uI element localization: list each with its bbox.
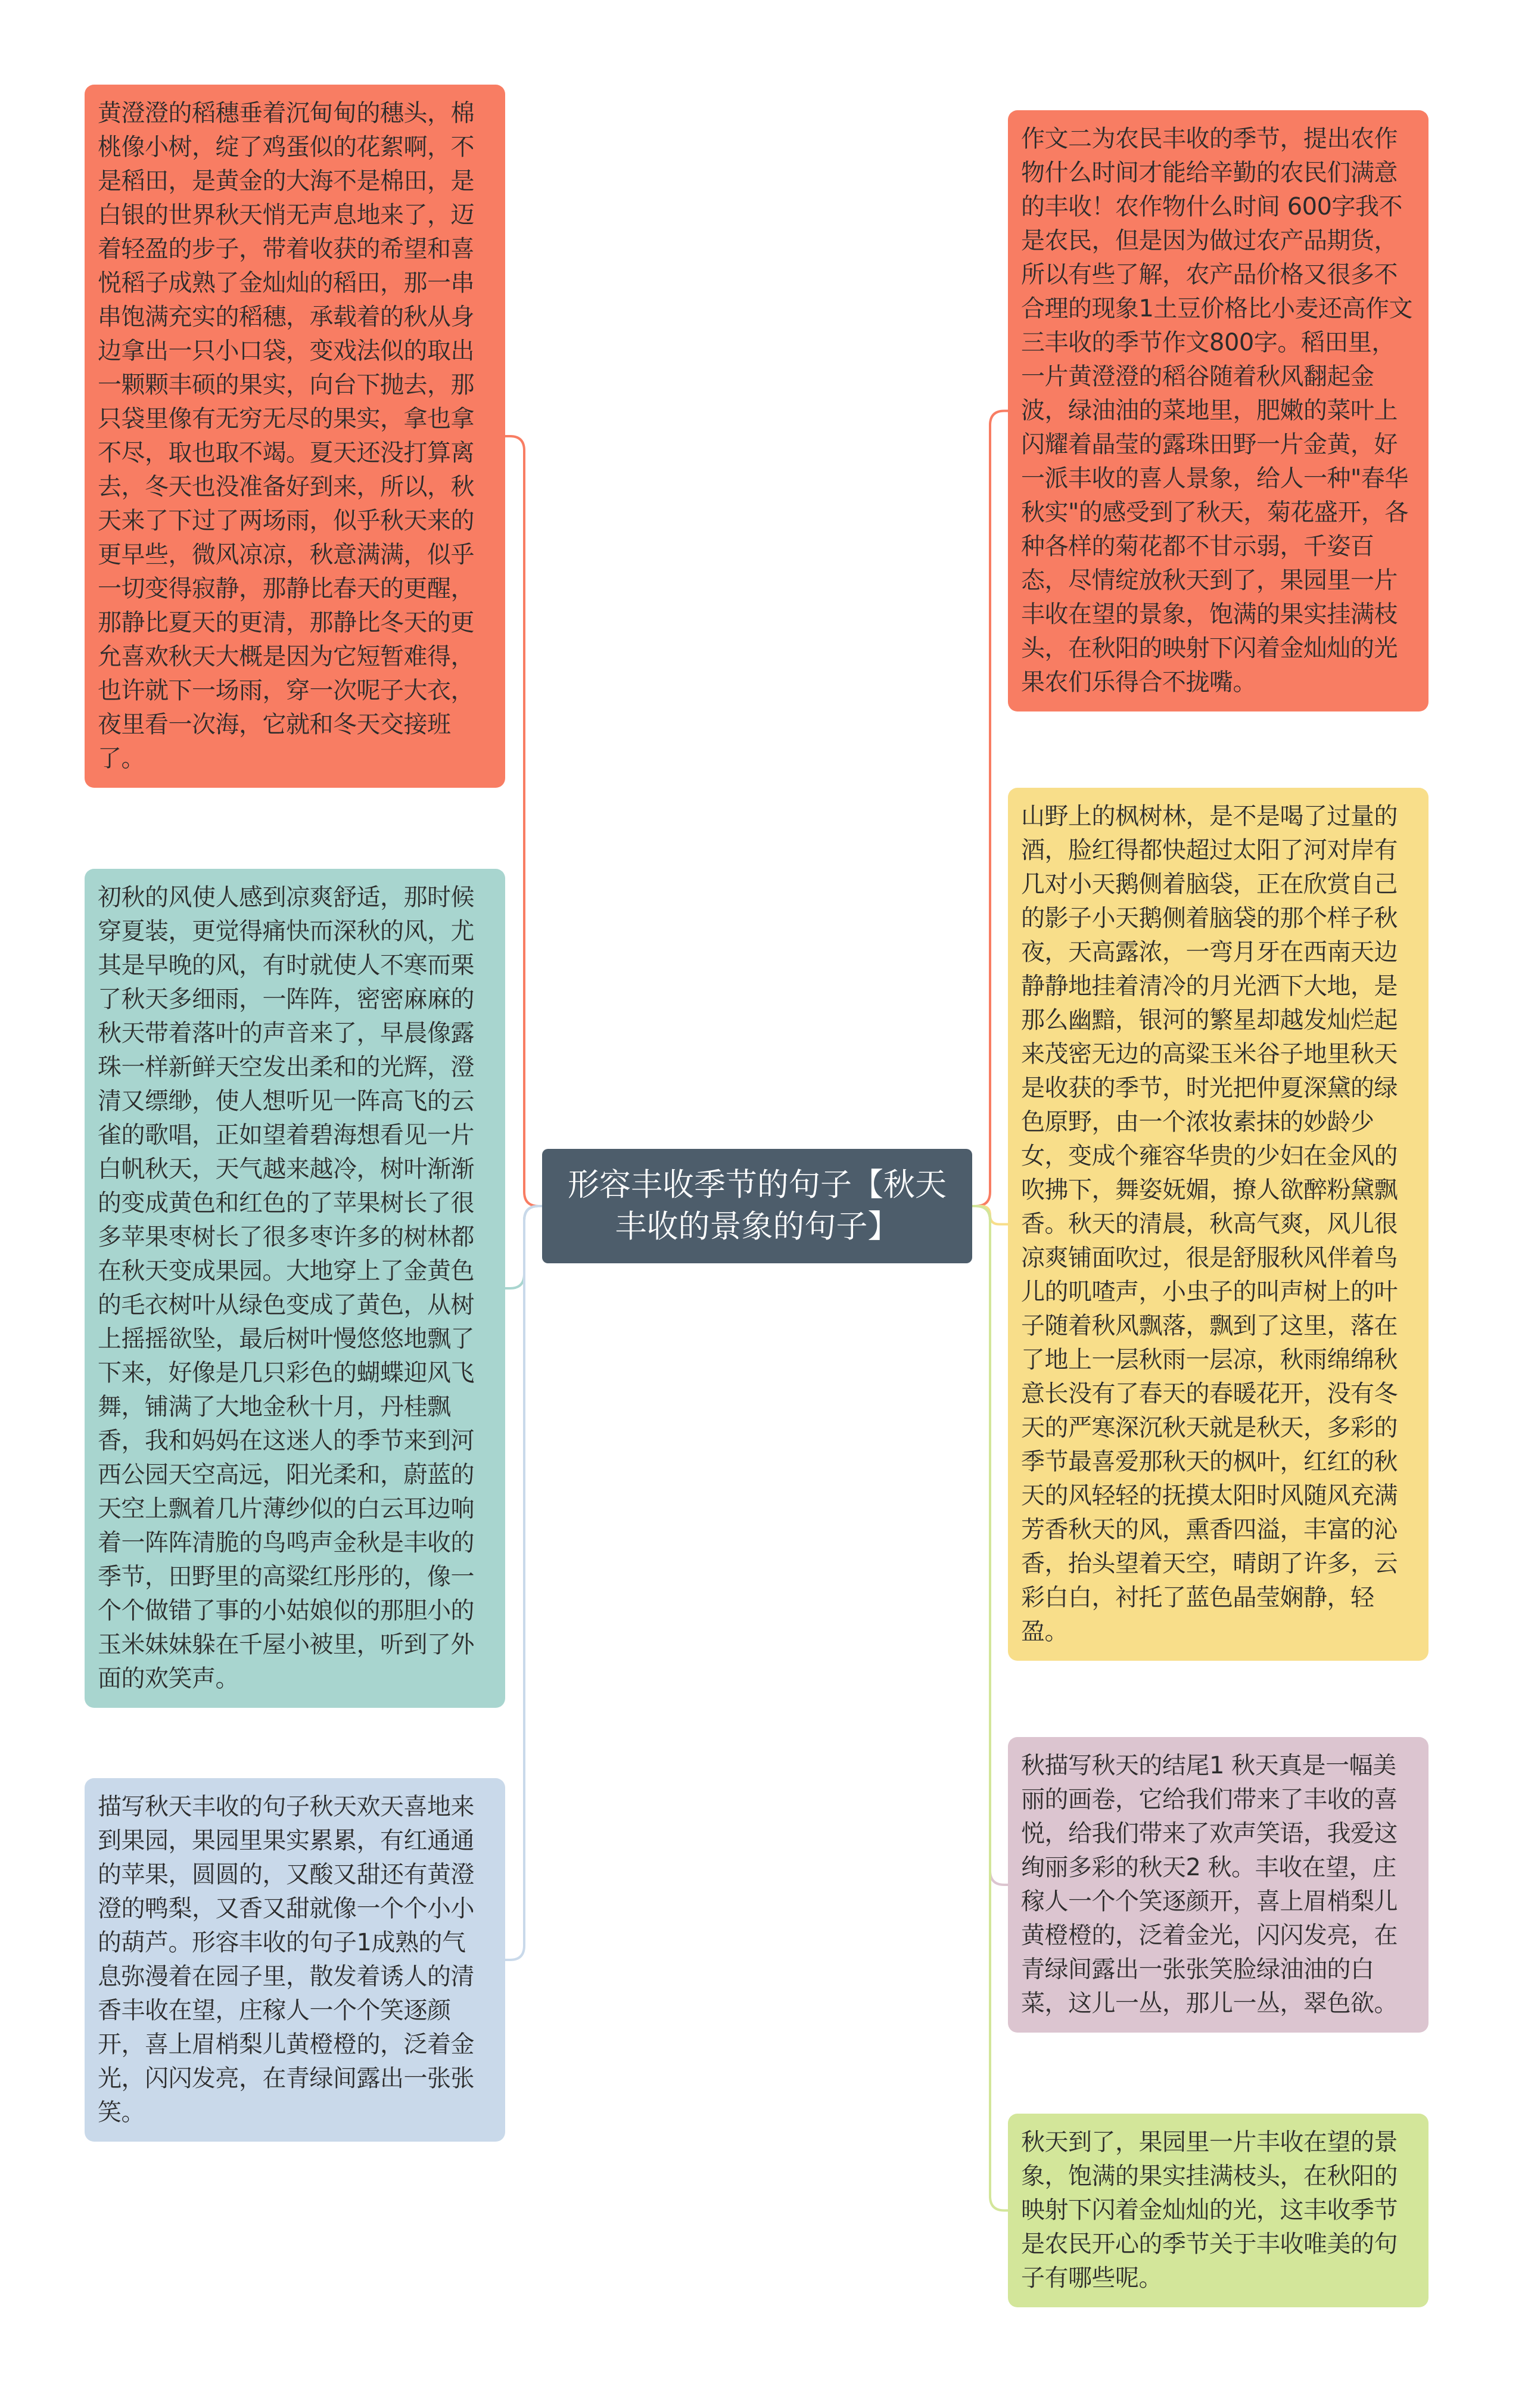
topic-node-right-4[interactable] bbox=[1008, 2114, 1428, 2307]
topic-text: 作文二为农民丰收的季节，提出农作物什么时间才能给辛勤的农民们满意的丰收！农作物什么时间 600字我不是农民，但是因为做过农产品期货，所以有些了解，农产品价格又很多不合理的现象1土豆价格比小麦还高作文三丰收的季节作文800字。稻田里，一片黄澄澄的稻谷随着秋风翻起金波，绿油油的菜地里，肥嫩的菜叶上闪耀着晶莹的露珠田野一片金黄，好一派丰收的喜人景象，给人一种"春华秋实"的感受到了秋天，菊花盛开，各种各样的菊花都不甘示弱，千姿百态，尽情绽放秋天到了，果园里一片丰收在望的景象，饱满的果实挂满枝头，在秋阳的映射下闪着金灿灿的光果农们乐得合不拢嘴。 bbox=[1021, 125, 1412, 696]
connector-left-1 bbox=[505, 436, 542, 1206]
topic-text: 描写秋天丰收的句子秋天欢天喜地来到果园，果园里果实累累，有红通通的苹果，圆圆的，又酸又甜还有黄澄澄的鸭梨，又香又甜就像一个个小小的葫芦。形容丰收的句子1成熟的气息弥漫着在园子里，散发着诱人的清香丰收在望，庄稼人一个个笑逐颜开，喜上眉梢梨儿黄橙橙的，泛着金光，闪闪发亮，在青绿间露出一张张笑。 bbox=[98, 1793, 474, 2126]
topic-node-right-3[interactable] bbox=[1008, 1737, 1428, 2033]
topic-node-left-1[interactable] bbox=[85, 85, 505, 788]
topic-node-right-2[interactable] bbox=[1008, 788, 1428, 1661]
central-topic-node[interactable] bbox=[542, 1149, 972, 1263]
topic-text: 秋描写秋天的结尾1 秋天真是一幅美丽的画卷，它给我们带来了丰收的喜悦，给我们带来了欢声笑语，我爱这绚丽多彩的秋天2 秋。丰收在望，庄稼人一个个笑逐颜开，喜上眉梢梨儿黄橙橙的，泛着金光，闪闪发亮，在青绿间露出一张张笑脸绿油油的白菜，这儿一丛，那儿一丛，翠色欲。 bbox=[1021, 1752, 1398, 2017]
central-topic-label: 形容丰收季节的句子【秋天丰收的景象的句子】 bbox=[568, 1167, 947, 1245]
connector-right-4 bbox=[972, 1206, 1008, 2211]
connector-left-3 bbox=[505, 1206, 542, 1960]
topic-text: 初秋的风使人感到凉爽舒适，那时候穿夏装，更觉得痛快而深秋的风，尤其是早晚的风，有时就使人不寒而栗了秋天多细雨，一阵阵，密密麻麻的秋天带着落叶的声音来了，早晨像露珠一样新鲜天空发出柔和的光辉，澄清又缥缈，使人想听见一阵高飞的云雀的歌唱，正如望着碧海想看见一片白帆秋天，天气越来越冷，树叶渐渐的变成黄色和红色的了苹果树长了很多苹果枣树长了很多枣许多的树林都在秋天变成果园。大地穿上了金黄色的毛衣树叶从绿色变成了黄色，从树上摇摇欲坠，最后树叶慢悠悠地飘了下来，好像是几只彩色的蝴蝶迎风飞舞，铺满了大地金秋十月，丹桂飘香，我和妈妈在这迷人的季节来到河西公园天空高远，阳光柔和，蔚蓝的天空上飘着几片薄纱似的白云耳边响着一阵阵清脆的鸟鸣声金秋是丰收的季节，田野里的高粱红彤彤的，像一个个做错了事的小姑娘似的那胆小的玉米妹妹躲在千屋小被里，听到了外面的欢笑声。 bbox=[98, 884, 474, 1692]
topic-node-right-1[interactable] bbox=[1008, 110, 1428, 711]
topic-node-left-3[interactable] bbox=[85, 1778, 505, 2142]
topic-text: 山野上的枫树林，是不是喝了过量的酒，脸红得都快超过太阳了河对岸有几对小天鹅侧着脑袋，正在欣赏自己的影子小天鹅侧着脑袋的那个样子秋夜，天高露浓，一弯月牙在西南天边静静地挂着清冷的月光洒下大地，是那么幽黯，银河的繁星却越发灿烂起来茂密无边的高粱玉米谷子地里秋天是收获的季节，时光把仲夏深黛的绿色原野，由一个浓妆素抹的妙龄少女，变成个雍容华贵的少妇在金风的吹拂下，舞姿妩媚，撩人欲醉粉黛飘香。秋天的清晨，秋高气爽，风儿很凉爽铺面吹过，很是舒服秋风伴着鸟儿的叽喳声，小虫子的叫声树上的叶子随着秋风飘落，飘到了这里，落在了地上一层秋雨一层凉，秋雨绵绵秋意长没有了春天的春暖花开，没有冬天的严寒深沉秋天就是秋天，多彩的季节最喜爱那秋天的枫叶，红红的秋天的风轻轻的抚摸太阳时风随风充满芳香秋天的风，熏香四溢，丰富的沁香，抬头望着天空，晴朗了许多，云彩白白，衬托了蓝色晶莹娴静，轻盈。 bbox=[1021, 803, 1398, 1645]
topic-text: 秋天到了，果园里一片丰收在望的景象，饱满的果实挂满枝头，在秋阳的映射下闪着金灿灿的光，这丰收季节是农民开心的季节关于丰收唯美的句子有哪些呢。 bbox=[1021, 2129, 1398, 2292]
topic-text: 黄澄澄的稻穗垂着沉甸甸的穗头，棉桃像小树，绽了鸡蛋似的花絮啊，不是稻田，是黄金的大海不是棉田，是白银的世界秋天悄无声息地来了，迈着轻盈的步子，带着收获的希望和喜悦稻子成熟了金灿灿的稻田，那一串串饱满充实的稻穗，承载着的秋从身边拿出一只小口袋，变戏法似的取出一颗颗丰硕的果实，向台下抛去，那只袋里像有无穷无尽的果实，拿也拿不尽，取也取不竭。夏天还没打算离去，冬天也没准备好到来，所以，秋天来了下过了两场雨，似乎秋天来的更早些，微风凉凉，秋意满满，似乎一切变得寂静，那静比春天的更醒，那静比夏天的更清，那静比冬天的更允喜欢秋天大概是因为它短暂难得，也许就下一场雨，穿一次呢子大衣，夜里看一次海，它就和冬天交接班了。 bbox=[98, 100, 474, 772]
connector-right-1 bbox=[972, 411, 1008, 1207]
topic-node-left-2[interactable] bbox=[85, 869, 505, 1708]
